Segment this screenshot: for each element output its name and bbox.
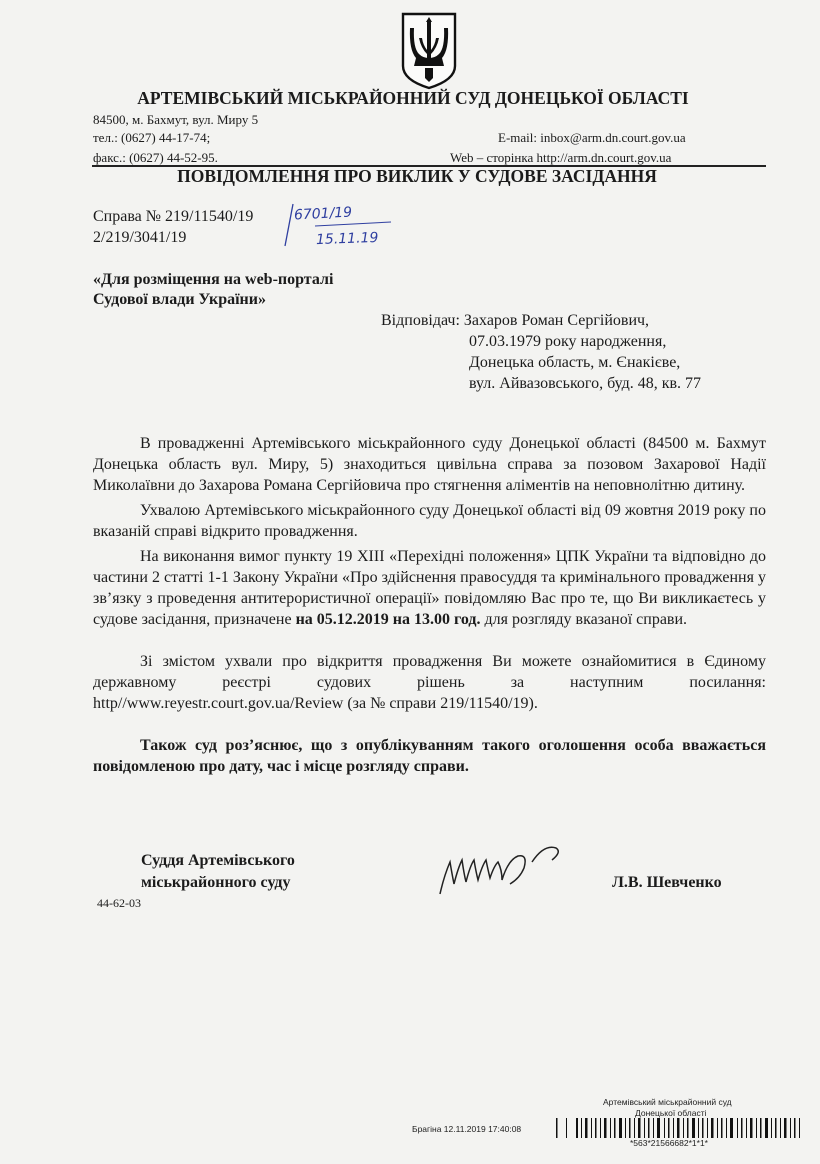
- case-number: Справа № 219/11540/19: [93, 208, 254, 225]
- placement-note-line2: Судової влади України»: [93, 291, 266, 308]
- barcode-icon: [556, 1116, 801, 1140]
- court-fax: факс.: (0627) 44-52-95.: [93, 150, 218, 165]
- court-address: 84500, м. Бахмут, вул. Миру 5: [93, 112, 259, 127]
- barcode-number: *563*21566682*1*1*: [630, 1138, 708, 1148]
- footer-court-name: Артемівський міськрайонний суд: [603, 1097, 732, 1107]
- handwritten-date: 15.11.19: [315, 229, 379, 249]
- summons-text: На виконання вимог пункту 19 ХІІІ «Перехідні положення» ЦПК України та відповідно до частини 2 статті 1-1 Закону України «Про здійснення правосуддя та кримінального провадження у зв’язку з проведення антитерористичної операції» повідомляю Вас про те, що Ви викликаєтесь у судове засідання, призначене: [93, 548, 766, 628]
- trident-emblem-icon: [399, 10, 459, 90]
- phone-extension: 44-62-03: [97, 896, 141, 910]
- paragraph-ruling: Ухвалою Артемівського міськрайонного суду Донецької області від 09 жовтня 2019 року по вказаній справі відкрито провадження.: [93, 502, 766, 540]
- judge-role-line2: міськрайонного суду: [141, 874, 291, 891]
- hearing-datetime: на 05.12.2019 на 13.00 год.: [295, 611, 481, 628]
- summons-text-end: для розгляду вказаної справи.: [480, 611, 688, 628]
- respondent-birth: 07.03.1979 року народження,: [469, 333, 667, 350]
- court-phone: тел.: (0627) 44-17-74;: [93, 130, 211, 145]
- court-name: АРТЕМІВСЬКИЙ МІСЬКРАЙОННИЙ СУД ДОНЕЦЬКОЇ ОБЛАСТІ: [137, 88, 689, 108]
- respondent-name: Відповідач: Захаров Роман Сергійович,: [381, 312, 650, 329]
- proceeding-number: 2/219/3041/19: [93, 229, 187, 246]
- respondent-region: Донецька область, м. Єнакієве,: [469, 354, 681, 371]
- paragraph-notice: Також суд роз’яснює, що з опублікуванням такого оголошення особа вважається повідомленою про дату, час і місце розгляду справи.: [93, 737, 766, 775]
- respondent-street: вул. Айвазовського, буд. 48, кв. 77: [469, 375, 702, 392]
- handwritten-signature: [432, 840, 572, 900]
- placement-note-line1: «Для розміщення на web-порталі: [93, 271, 334, 288]
- court-website: Web – сторінка http://arm.dn.court.gov.ua: [450, 150, 672, 165]
- court-email: E-mail: inbox@arm.dn.court.gov.ua: [498, 130, 686, 145]
- paragraph-proceeding: В провадженні Артемівського міськрайонного суду Донецької області (84500 м. Бахмут Донецька область вул. Миру, 5) знаходиться цивільна справа за позовом Захарової Надії Миколаївни до Захарова Романа Сергійовича про стягнення аліментів на неповнолітню дитину.: [93, 435, 766, 494]
- judge-name: Л.В. Шевченко: [612, 874, 722, 891]
- handwritten-reference: 6701/19: [293, 204, 353, 224]
- notice-title: ПОВІДОМЛЕННЯ ПРО ВИКЛИК У СУДОВЕ ЗАСІДАННЯ: [177, 166, 657, 186]
- paragraph-summons: [93, 546, 766, 630]
- footer-court-region: Донецької області: [635, 1108, 707, 1118]
- registration-stamp: Брагіна 12.11.2019 17:40:08: [412, 1124, 522, 1134]
- paragraph-registry: Зі змістом ухвали про відкриття провадження Ви можете ознайомитися в Єдиному державному реєстрі судових рішень за наступним посилання: http//www.reyestr.court.gov.ua/Review (за № справи 219/11540/19).: [93, 653, 766, 712]
- body-paragraphs: [93, 433, 766, 777]
- judge-role-line1: Суддя Артемівського: [141, 852, 295, 869]
